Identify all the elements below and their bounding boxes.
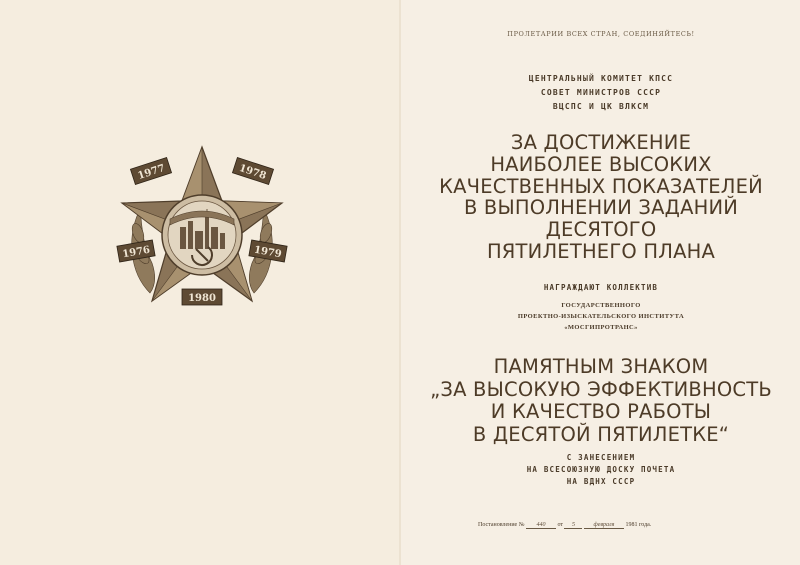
commemorative-badge-emblem (112, 143, 292, 323)
recipient-line-2: ПРОЕКТНО-ИЗЫСКАТЕЛЬСКОГО ИНСТИТУТА (517, 313, 685, 320)
year-1979: 1979 (253, 244, 283, 261)
recipient-block (411, 300, 791, 333)
main-title-line-3: КАЧЕСТВЕННЫХ ПОКАЗАТЕЛЕЙ (439, 174, 763, 198)
main-title-line-6: ПЯТИЛЕТНЕГО ПЛАНА (486, 239, 716, 263)
main-title-line-4: В ВЫПОЛНЕНИИ ЗАДАНИЙ (463, 196, 739, 220)
recipient-line-3: «МОСГИПРОТРАНС» (564, 324, 638, 331)
badge-title-line-3: И КАЧЕСТВО РАБОТЫ (490, 400, 712, 423)
badge-title-line-2: „ЗА ВЫСОКУЮ ЭФФЕКТИВНОСТЬ (430, 377, 772, 401)
main-title-line-2: НАИБОЛЕЕ ВЫСОКИХ (490, 152, 712, 176)
issuer-line-2: СОВЕТ МИНИСТРОВ СССР (540, 88, 662, 97)
year-1977: 1977 (136, 162, 167, 182)
main-title (411, 132, 791, 263)
entry-line-3: НА ВДНХ СССР (566, 477, 636, 486)
year-1978: 1978 (237, 162, 268, 182)
entry-line-1: С ЗАНЕСЕНИЕМ (566, 453, 636, 462)
badge-title-line-1: ПАМЯТНЫМ ЗНАКОМ (493, 355, 709, 378)
decree-year: 1981 (625, 522, 638, 528)
decree-month: февраля (584, 522, 624, 529)
badge-title-line-4: В ДЕСЯТОЙ ПЯТИЛЕТКЕ“ (472, 422, 730, 446)
decree-day: 5 (564, 522, 582, 529)
main-title-line-5: ДЕСЯТОГО (545, 218, 657, 242)
honor-board-entry (411, 452, 791, 488)
recipient-line-1: ГОСУДАРСТВЕННОГО (561, 302, 641, 309)
year-1976: 1976 (121, 244, 151, 261)
year-1980: 1980 (188, 293, 216, 304)
issuer-line-1: ЦЕНТРАЛЬНЫЙ КОМИТЕТ КПСС (528, 74, 674, 83)
main-title-line-1: ЗА ДОСТИЖЕНИЕ (510, 131, 692, 154)
badge-title (411, 356, 791, 446)
decree-suffix: года. (638, 522, 652, 528)
issuer-block (411, 72, 791, 114)
entry-line-2: НА ВСЕСОЮЗНУЮ ДОСКУ ПОЧЕТА (526, 465, 676, 474)
slogan: ПРОЛЕТАРИИ ВСЕХ СТРАН, СОЕДИНЯЙТЕСЬ! (507, 30, 695, 38)
decree-prefix: Постановление № (478, 522, 525, 528)
award-line: НАГРАЖДАЮТ КОЛЛЕКТИВ (543, 283, 659, 292)
decree-line (478, 522, 778, 529)
decree-number: 440 (526, 522, 556, 529)
issuer-line-3: ВЦСПС И ЦК ВЛКСМ (552, 102, 650, 111)
decree-from-label: от (557, 522, 563, 528)
